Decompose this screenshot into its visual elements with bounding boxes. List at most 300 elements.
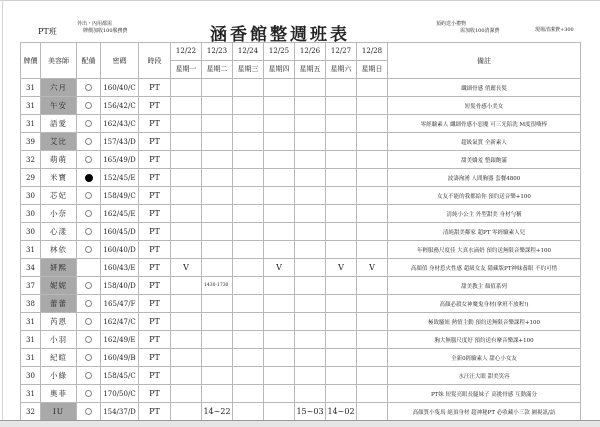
slot-cell: PT xyxy=(139,259,171,277)
code-cell: 162/47/C xyxy=(101,313,139,331)
day-cell[interactable] xyxy=(171,133,202,151)
price-cell: 30 xyxy=(21,187,41,205)
table-row[interactable] xyxy=(21,79,581,97)
day-cell[interactable] xyxy=(202,205,233,223)
price-cell: 31 xyxy=(21,313,41,331)
day-cell[interactable] xyxy=(357,277,388,295)
day-cell[interactable]: V xyxy=(326,259,357,277)
day-cell[interactable]: 14~02 xyxy=(326,403,357,421)
day-cell[interactable] xyxy=(233,385,264,403)
day-cell[interactable] xyxy=(295,115,326,133)
table-body xyxy=(21,79,581,421)
notes-cell: 波濤洶湧 人間胸器 套餐4800 xyxy=(388,169,581,187)
day-cell[interactable] xyxy=(171,151,202,169)
equipment-cell xyxy=(77,313,101,331)
stylist-name-cell: 妮妮 xyxy=(41,277,77,295)
col-header-date: 12/25 xyxy=(264,43,295,61)
code-cell: 162/43/C xyxy=(101,115,139,133)
day-cell[interactable] xyxy=(357,349,388,367)
equipment-cell xyxy=(77,223,101,241)
filled-circle-icon xyxy=(85,174,93,182)
notes-cell: 甜美教主 顏值系列 xyxy=(388,277,581,295)
day-cell[interactable] xyxy=(171,331,202,349)
table-row[interactable] xyxy=(21,115,581,133)
day-cell[interactable] xyxy=(295,133,326,151)
day-cell[interactable] xyxy=(357,295,388,313)
slot-cell: PT xyxy=(139,295,171,313)
slot-cell: PT xyxy=(139,169,171,187)
day-cell[interactable] xyxy=(202,313,233,331)
day-cell[interactable] xyxy=(357,385,388,403)
day-cell[interactable] xyxy=(171,169,202,187)
day-cell[interactable] xyxy=(357,169,388,187)
day-cell[interactable] xyxy=(202,385,233,403)
table-row[interactable] xyxy=(21,205,581,223)
day-cell[interactable] xyxy=(326,331,357,349)
equipment-cell xyxy=(77,133,101,151)
day-cell[interactable] xyxy=(171,97,202,115)
code-cell: 158/40/D xyxy=(101,277,139,295)
price-cell: 31 xyxy=(21,241,41,259)
surcharge-note-left-line2: 牌價加收100服務費 xyxy=(83,28,128,34)
open-circle-icon xyxy=(85,336,92,343)
code-cell: 162/49/E xyxy=(101,331,139,349)
day-cell[interactable] xyxy=(264,223,295,241)
slot-cell: PT xyxy=(139,313,171,331)
day-cell[interactable] xyxy=(171,205,202,223)
notes-cell: 高顏必殺女神魔鬼身材(拿班不放喔!) xyxy=(388,295,581,313)
day-cell[interactable] xyxy=(171,187,202,205)
stylist-name-cell: 心漾 xyxy=(41,223,77,241)
onsite-fee-note: 現場清潔費+300 xyxy=(535,27,574,33)
header-row-dates xyxy=(21,43,581,61)
day-cell[interactable] xyxy=(357,187,388,205)
equipment-cell xyxy=(77,187,101,205)
day-cell[interactable] xyxy=(357,133,388,151)
day-cell[interactable] xyxy=(326,79,357,97)
table-row[interactable] xyxy=(21,403,581,421)
stylist-name-cell: 芯妃 xyxy=(41,187,77,205)
table-header xyxy=(21,43,581,79)
day-cell[interactable]: 14~22 xyxy=(202,403,233,421)
price-cell: 38 xyxy=(21,295,41,313)
slot-cell: PT xyxy=(139,277,171,295)
col-header-weekday: 星期二 xyxy=(202,61,233,79)
open-circle-icon xyxy=(85,354,92,361)
day-cell[interactable] xyxy=(357,79,388,97)
day-cell[interactable] xyxy=(202,349,233,367)
col-header-date: 12/24 xyxy=(233,43,264,61)
day-cell[interactable] xyxy=(202,331,233,349)
stylist-name-cell: 芮恩 xyxy=(41,313,77,331)
notes-cell: 全新0經驗素人 甜心小女友 xyxy=(388,349,581,367)
day-cell[interactable] xyxy=(171,79,202,97)
day-cell[interactable] xyxy=(295,385,326,403)
table-row[interactable] xyxy=(21,313,581,331)
price-cell: 30 xyxy=(21,205,41,223)
day-cell[interactable] xyxy=(171,241,202,259)
day-cell[interactable] xyxy=(264,367,295,385)
day-cell[interactable] xyxy=(295,259,326,277)
day-cell[interactable] xyxy=(295,151,326,169)
equipment-cell xyxy=(77,403,101,421)
code-cell: 170/50/C xyxy=(101,385,139,403)
day-cell[interactable] xyxy=(295,331,326,349)
price-cell: 31 xyxy=(21,349,41,367)
price-cell: 32 xyxy=(21,151,41,169)
day-cell[interactable] xyxy=(233,241,264,259)
stylist-name-cell: 語愛 xyxy=(41,115,77,133)
day-cell[interactable] xyxy=(233,367,264,385)
notes-cell: 水汪汪大眼 甜美笑容 xyxy=(388,367,581,385)
day-cell[interactable] xyxy=(202,259,233,277)
day-cell[interactable] xyxy=(233,97,264,115)
open-circle-icon xyxy=(85,138,92,145)
col-header-equipment: 配備 xyxy=(77,43,101,79)
day-cell[interactable] xyxy=(357,97,388,115)
equipment-cell xyxy=(77,169,101,187)
col-header-weekday: 星期日 xyxy=(357,61,388,79)
day-cell[interactable] xyxy=(295,295,326,313)
class-label: PT班 xyxy=(38,27,57,36)
notes-cell: 短髮骨感小美女 xyxy=(388,97,581,115)
notes-cell: PT妹 短髮亮眼長腿妹子 高挑骨感 互動滿分 xyxy=(388,385,581,403)
day-cell[interactable] xyxy=(326,133,357,151)
notes-cell: 零經驗素人 纖細骨感小惡魔 可三光陪洗 M度很嗨棒 xyxy=(388,115,581,133)
slot-cell: PT xyxy=(139,223,171,241)
slot-cell: PT xyxy=(139,385,171,403)
day-cell[interactable] xyxy=(357,367,388,385)
stylist-name-cell: 米寶 xyxy=(41,169,77,187)
table-row[interactable] xyxy=(21,367,581,385)
col-header-date: 12/27 xyxy=(326,43,357,61)
code-cell: 160/49/B xyxy=(101,349,139,367)
notes-cell: 年輕服務尺度佳 大真水滴奶 預約送無限音樂課程+100 xyxy=(388,241,581,259)
price-cell: 37 xyxy=(21,277,41,295)
day-cell[interactable] xyxy=(202,133,233,151)
table-row[interactable] xyxy=(21,277,581,295)
day-cell[interactable] xyxy=(233,205,264,223)
col-header-stylist: 美容師 xyxy=(41,43,77,79)
col-header-date: 12/23 xyxy=(202,43,233,61)
day-cell[interactable] xyxy=(171,349,202,367)
price-cell: 29 xyxy=(21,169,41,187)
day-cell[interactable] xyxy=(202,79,233,97)
day-cell[interactable] xyxy=(264,295,295,313)
day-cell[interactable] xyxy=(264,277,295,295)
code-cell: 160/43/E xyxy=(101,259,139,277)
day-cell[interactable] xyxy=(326,349,357,367)
day-cell[interactable] xyxy=(264,133,295,151)
day-cell[interactable] xyxy=(264,385,295,403)
day-cell[interactable] xyxy=(295,205,326,223)
day-cell[interactable] xyxy=(233,295,264,313)
code-cell: 158/45/C xyxy=(101,367,139,385)
open-circle-icon xyxy=(85,210,92,217)
day-cell[interactable] xyxy=(326,385,357,403)
day-cell[interactable] xyxy=(357,331,388,349)
day-cell[interactable]: V xyxy=(171,259,202,277)
day-cell[interactable]: 15~03 xyxy=(295,403,326,421)
day-cell[interactable] xyxy=(295,241,326,259)
surcharge-note-left xyxy=(77,21,128,35)
code-cell: 154/37/D xyxy=(101,403,139,421)
col-header-weekday: 星期三 xyxy=(233,61,264,79)
stylist-name-cell: 小羽 xyxy=(41,331,77,349)
equipment-cell xyxy=(77,295,101,313)
price-cell: 30 xyxy=(21,223,41,241)
day-cell[interactable] xyxy=(295,349,326,367)
day-cell[interactable] xyxy=(202,241,233,259)
open-circle-icon xyxy=(85,84,92,91)
day-cell[interactable] xyxy=(171,277,202,295)
stylist-name-cell: 午安 xyxy=(41,97,77,115)
day-cell[interactable]: V xyxy=(357,259,388,277)
day-cell[interactable] xyxy=(264,151,295,169)
slot-cell: PT xyxy=(139,349,171,367)
price-cell: 39 xyxy=(21,133,41,151)
day-cell[interactable] xyxy=(233,79,264,97)
day-cell[interactable] xyxy=(202,97,233,115)
notes-cell: 女友不能的我都給你 預約送音樂+100 xyxy=(388,187,581,205)
day-cell[interactable] xyxy=(357,205,388,223)
slot-cell: PT xyxy=(139,403,171,421)
code-cell: 152/45/E xyxy=(101,169,139,187)
day-cell[interactable] xyxy=(264,169,295,187)
day-cell[interactable] xyxy=(326,313,357,331)
table-row[interactable] xyxy=(21,97,581,115)
stylist-name-cell: 奧菲 xyxy=(41,385,77,403)
day-cell[interactable] xyxy=(295,79,326,97)
stylist-name-cell: 妍熙 xyxy=(41,259,77,277)
table-row[interactable] xyxy=(21,151,581,169)
open-circle-icon xyxy=(85,192,92,199)
day-cell[interactable] xyxy=(171,223,202,241)
day-cell[interactable] xyxy=(264,187,295,205)
day-cell[interactable] xyxy=(233,403,264,421)
table-row[interactable] xyxy=(21,385,581,403)
day-cell[interactable] xyxy=(202,223,233,241)
day-cell[interactable] xyxy=(233,151,264,169)
stylist-name-cell: 萌萌 xyxy=(41,151,77,169)
notes-cell: 胸大無腦尺度好 預約送有摩音樂課+100 xyxy=(388,331,581,349)
day-cell[interactable] xyxy=(264,313,295,331)
open-circle-icon xyxy=(85,300,92,307)
day-cell[interactable] xyxy=(295,223,326,241)
day-cell[interactable] xyxy=(233,169,264,187)
table-row[interactable] xyxy=(21,187,581,205)
price-cell: 31 xyxy=(21,115,41,133)
day-cell[interactable] xyxy=(202,169,233,187)
open-circle-icon xyxy=(85,408,92,415)
reservation-note-line1: 預約送小禮物 xyxy=(436,21,467,27)
day-cell[interactable] xyxy=(326,277,357,295)
col-header-date: 12/28 xyxy=(357,43,388,61)
day-cell[interactable] xyxy=(264,403,295,421)
day-cell[interactable] xyxy=(264,79,295,97)
day-cell[interactable] xyxy=(171,367,202,385)
open-circle-icon xyxy=(85,318,92,325)
slot-cell: PT xyxy=(139,151,171,169)
day-cell[interactable] xyxy=(233,259,264,277)
col-header-notes: 備註 xyxy=(388,43,581,79)
col-header-weekday: 星期四 xyxy=(264,61,295,79)
open-circle-icon xyxy=(85,228,92,235)
notes-cell: 極致騷妞 熱情主動 預約送無限音樂課程+100 xyxy=(388,313,581,331)
day-cell[interactable] xyxy=(233,115,264,133)
price-cell: 31 xyxy=(21,79,41,97)
open-circle-icon xyxy=(85,120,92,127)
slot-cell: PT xyxy=(139,133,171,151)
day-cell[interactable] xyxy=(357,151,388,169)
day-cell[interactable] xyxy=(202,115,233,133)
price-cell: 32 xyxy=(21,403,41,421)
slot-cell: PT xyxy=(139,187,171,205)
day-cell[interactable] xyxy=(326,295,357,313)
day-cell[interactable] xyxy=(357,403,388,421)
open-circle-icon xyxy=(85,390,92,397)
table-row[interactable] xyxy=(21,259,581,277)
day-cell[interactable] xyxy=(326,97,357,115)
open-circle-icon xyxy=(85,156,92,163)
equipment-cell xyxy=(77,151,101,169)
stylist-name-cell: IU xyxy=(41,403,77,421)
open-circle-icon xyxy=(85,282,92,289)
day-cell[interactable] xyxy=(326,115,357,133)
table-row[interactable] xyxy=(21,331,581,349)
day-cell[interactable] xyxy=(326,151,357,169)
slot-cell: PT xyxy=(139,331,171,349)
stylist-name-cell: 小綠 xyxy=(41,367,77,385)
equipment-cell xyxy=(77,79,101,97)
table-row[interactable] xyxy=(21,169,581,187)
open-circle-icon xyxy=(85,246,92,253)
day-cell[interactable] xyxy=(233,277,264,295)
equipment-cell xyxy=(77,205,101,223)
equipment-cell xyxy=(77,367,101,385)
price-cell: 30 xyxy=(21,367,41,385)
equipment-cell xyxy=(77,241,101,259)
page-top-border xyxy=(0,0,600,1)
price-cell: 31 xyxy=(21,97,41,115)
code-cell: 160/40/D xyxy=(101,241,139,259)
day-cell[interactable] xyxy=(171,403,202,421)
col-header-date: 12/26 xyxy=(295,43,326,61)
day-cell[interactable] xyxy=(202,367,233,385)
day-cell[interactable] xyxy=(233,133,264,151)
stylist-name-cell: 蕾蕾 xyxy=(41,295,77,313)
equipment-cell xyxy=(77,115,101,133)
slot-cell: PT xyxy=(139,367,171,385)
day-cell[interactable] xyxy=(295,187,326,205)
notes-cell: 超級氣質 全新素人 xyxy=(388,133,581,151)
day-cell[interactable] xyxy=(357,241,388,259)
stylist-name-cell: 艾比 xyxy=(41,133,77,151)
day-cell[interactable] xyxy=(264,97,295,115)
day-cell[interactable] xyxy=(233,349,264,367)
day-cell[interactable] xyxy=(264,205,295,223)
day-cell[interactable] xyxy=(326,205,357,223)
slot-cell: PT xyxy=(139,115,171,133)
day-cell[interactable] xyxy=(202,295,233,313)
day-cell[interactable]: 1430-1730 xyxy=(202,277,233,295)
day-cell[interactable] xyxy=(295,367,326,385)
col-header-weekday: 星期一 xyxy=(171,61,202,79)
table-row[interactable] xyxy=(21,349,581,367)
code-cell: 156/42/C xyxy=(101,97,139,115)
code-cell: 160/45/D xyxy=(101,223,139,241)
day-cell[interactable] xyxy=(326,241,357,259)
price-cell: 34 xyxy=(21,259,41,277)
price-cell: 31 xyxy=(21,331,41,349)
open-circle-icon xyxy=(85,102,92,109)
day-cell[interactable] xyxy=(264,331,295,349)
day-cell[interactable] xyxy=(295,277,326,295)
equipment-cell xyxy=(77,385,101,403)
notes-cell: 清純甜美鄰家 超PT 零經驗素人兒 xyxy=(388,223,581,241)
col-header-date: 12/22 xyxy=(171,43,202,61)
reservation-note xyxy=(436,21,500,35)
table-row[interactable] xyxy=(21,133,581,151)
notes-cell: 清純小公主 外型甜美 身材勻稱 xyxy=(388,205,581,223)
day-cell[interactable]: V xyxy=(264,259,295,277)
slot-cell: PT xyxy=(139,97,171,115)
notes-cell: 纖細骨感 俏麗長髮 xyxy=(388,79,581,97)
day-cell[interactable] xyxy=(171,385,202,403)
code-cell: 165/47/F xyxy=(101,295,139,313)
slot-cell: PT xyxy=(139,79,171,97)
notes-cell: 高顏值 身材惹火性感 超級女友 隱藏版PT神妹養眼 不約可惜 xyxy=(388,259,581,277)
day-cell[interactable] xyxy=(357,115,388,133)
surcharge-note-left-line1: 外出・內用都需 xyxy=(77,21,113,27)
table-row[interactable] xyxy=(21,241,581,259)
reservation-note-line2: 需加收100清潔費 xyxy=(460,28,500,34)
col-header-price: 牌價 xyxy=(21,43,41,79)
code-cell: 165/49/D xyxy=(101,151,139,169)
page-left-border xyxy=(2,0,3,420)
col-header-slot: 時段 xyxy=(139,43,171,79)
day-cell[interactable] xyxy=(326,223,357,241)
day-cell[interactable] xyxy=(233,331,264,349)
day-cell[interactable] xyxy=(202,187,233,205)
equipment-cell xyxy=(77,97,101,115)
day-cell[interactable] xyxy=(202,151,233,169)
day-cell[interactable] xyxy=(233,187,264,205)
stylist-name-cell: 六月 xyxy=(41,79,77,97)
day-cell[interactable] xyxy=(264,115,295,133)
day-cell[interactable] xyxy=(295,169,326,187)
day-cell[interactable] xyxy=(171,295,202,313)
day-cell[interactable] xyxy=(233,313,264,331)
day-cell[interactable] xyxy=(295,313,326,331)
price-cell: 31 xyxy=(21,385,41,403)
day-cell[interactable] xyxy=(264,349,295,367)
day-cell[interactable] xyxy=(171,115,202,133)
code-cell: 157/43/D xyxy=(101,133,139,151)
day-cell[interactable] xyxy=(264,241,295,259)
day-cell[interactable] xyxy=(233,223,264,241)
day-cell[interactable] xyxy=(171,313,202,331)
day-cell[interactable] xyxy=(295,97,326,115)
day-cell[interactable] xyxy=(326,187,357,205)
day-cell[interactable] xyxy=(357,313,388,331)
day-cell[interactable] xyxy=(357,223,388,241)
day-cell[interactable] xyxy=(326,367,357,385)
day-cell[interactable] xyxy=(326,169,357,187)
table-row[interactable] xyxy=(21,295,581,313)
stylist-name-cell: 小奈 xyxy=(41,205,77,223)
table-row[interactable] xyxy=(21,223,581,241)
